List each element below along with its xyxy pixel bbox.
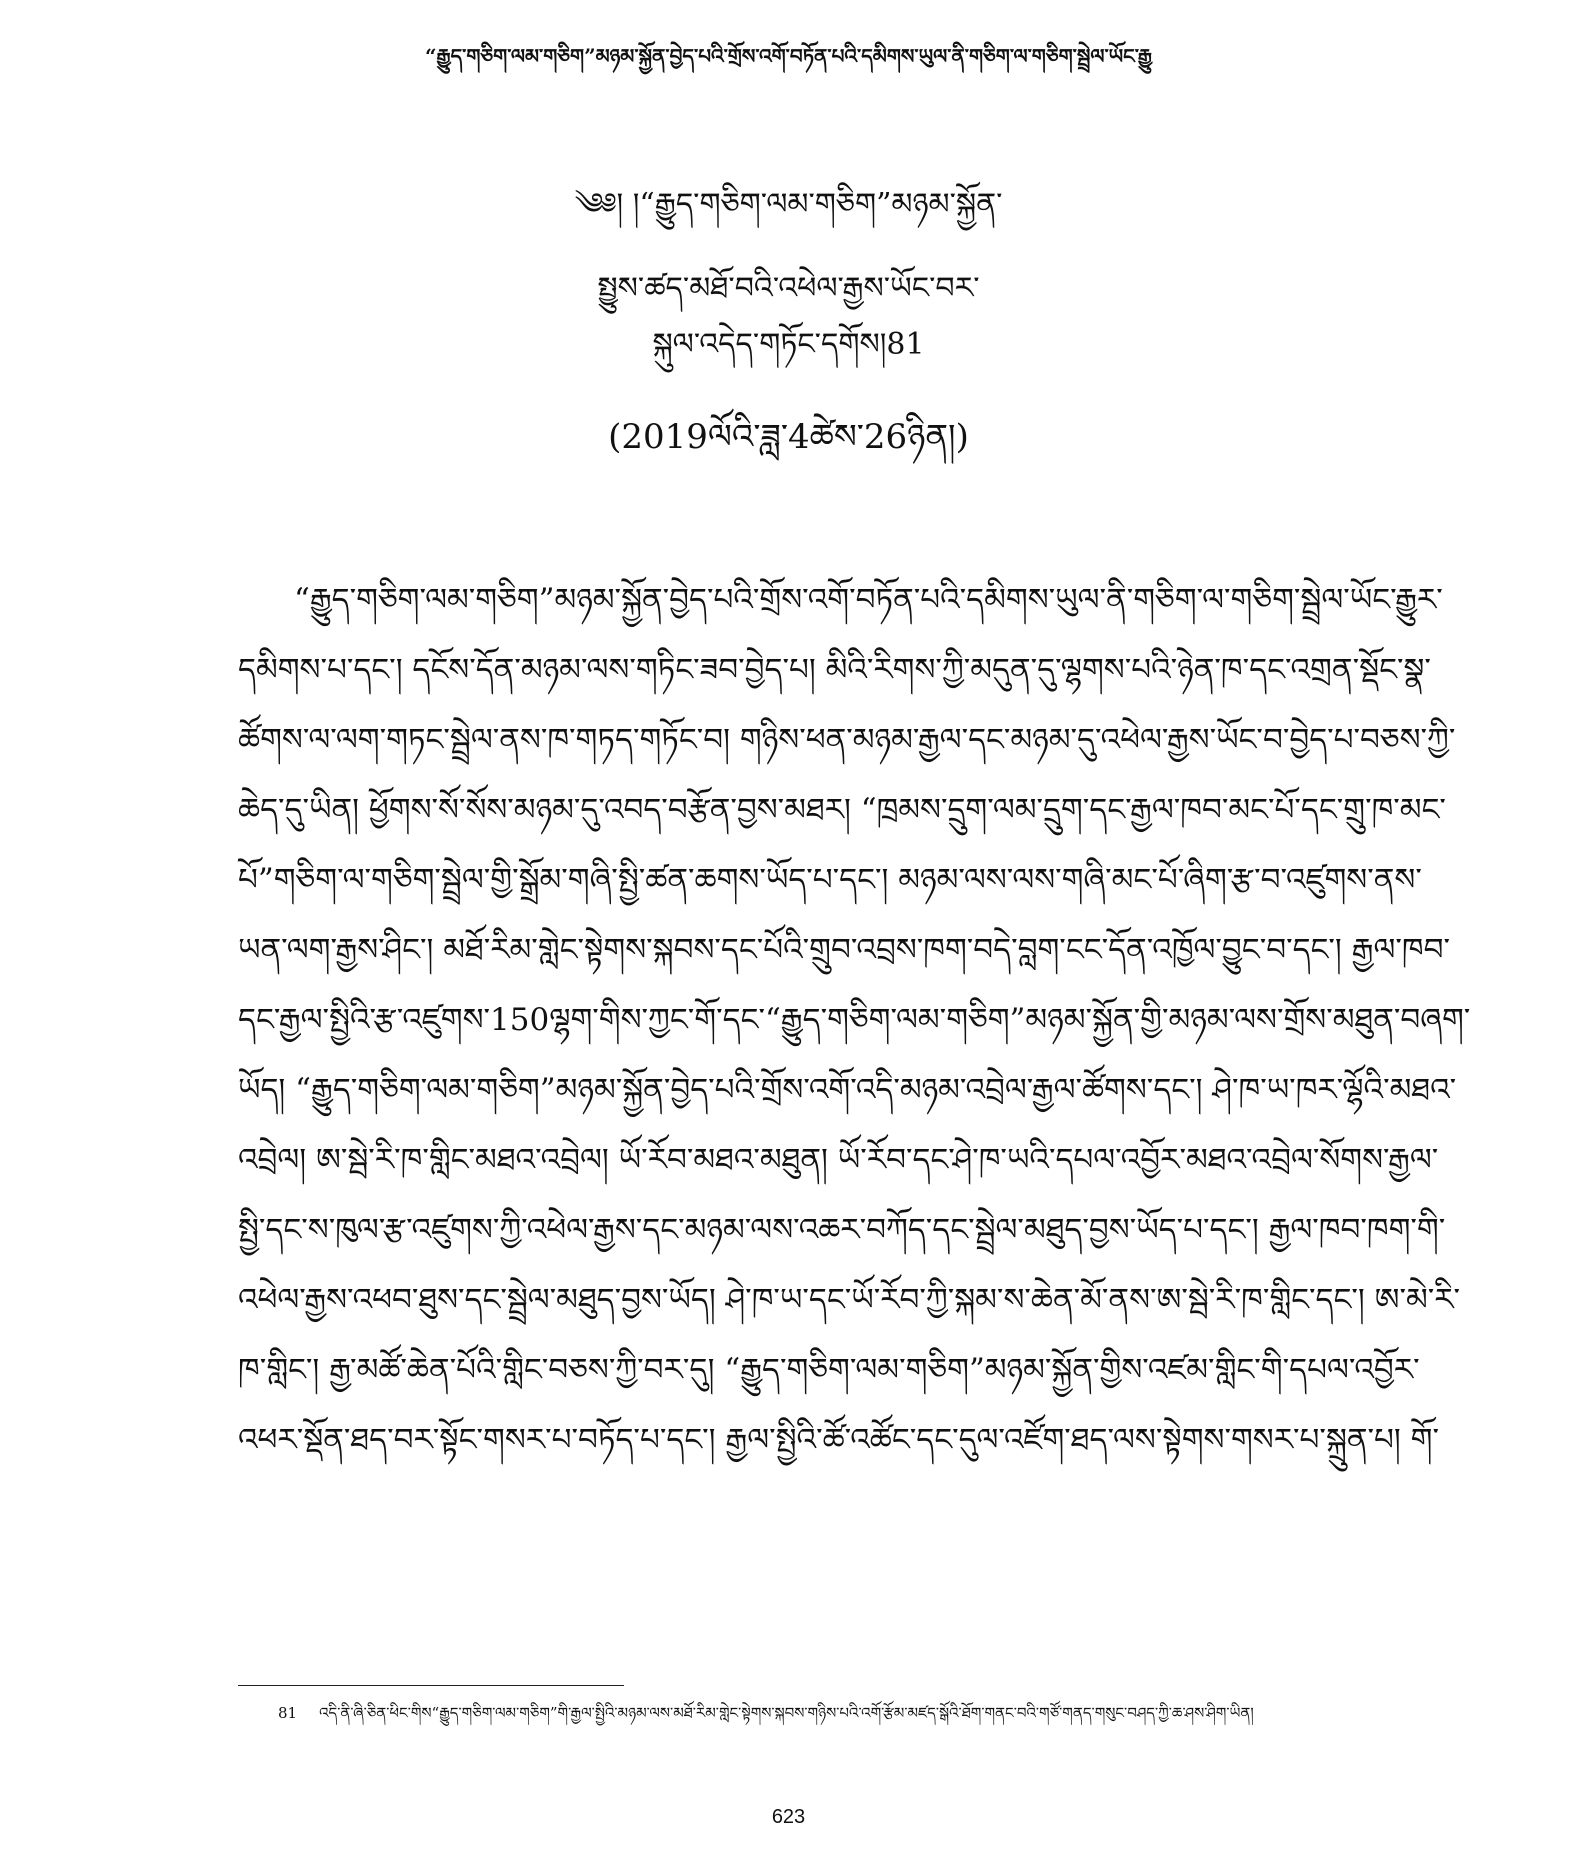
- document-date: (2019ལོའི་ཟླ་4ཚེས་26ཉིན།): [608, 417, 969, 457]
- body-text: [238, 565, 1471, 1475]
- body-line: འཕར་སྡོན་ཐད་བར་སྟོང་གསར་པ་བཏོད་པ་དང་། རྒྱལ་སྤྱིའི་ཚོ་འཚོང་དང་དུལ་འཛོག་ཐད་ལས་སྟེགས་གསར་པ་སྐྲུན་པ། གོ་: [238, 1422, 1439, 1458]
- body-line: ཡོད། “རྒྱུད་གཅིག་ལམ་གཅིག”མཉམ་སྐྱོན་བྱེད་པའི་གྲོས་འགོ་འདི་མཉམ་འབྲེལ་རྒྱལ་ཚོགས་དང་། ཤེ་ཁ་ཡ་ཁར་ལྷོའི་མཐའ་: [238, 1072, 1457, 1108]
- page-number: 623: [771, 1806, 806, 1828]
- footnote-divider: [238, 1685, 624, 1686]
- body-line: འབྲེལ། ཨ་སྦེ་རི་ཁ་གླིང་མཐའ་འབྲེལ། ཡོ་རོབ་མཐའ་མཐུན། ཡོ་རོབ་དང་ཤེ་ཁ་ཡའི་དཔལ་འབྱོར་མཐའ་འབྲེལ་སོགས་རྒྱལ་: [238, 1142, 1439, 1178]
- body-line: པོ”གཅིག་ལ་གཅིག་སྦྲེལ་གྱི་སྒྲོམ་གཞི་སྤྱི་ཚན་ཆགས་ཡོད་པ་དང་། མཉམ་ལས་ལས་གཞི་མང་པོ་ཞིག་རྩ་བ་འཛུགས་ནས་: [238, 862, 1422, 898]
- running-header: “རྒྱུད་གཅིག་ལམ་གཅིག”མཉམ་སྐྱོན་བྱེད་པའི་གྲོས་འགོ་བཏོན་པའི་དམིགས་ཡུལ་ནི་གཅིག་ལ་གཅིག་སྦྲེལ་ཡོང་རྒྱུ: [424, 44, 1152, 68]
- body-line: “རྒྱུད་གཅིག་ལམ་གཅིག”མཉམ་སྐྱོན་བྱེད་པའི་གྲོས་འགོ་བཏོན་པའི་དམིགས་ཡུལ་ནི་གཅིག་ལ་གཅིག་སྦྲེལ་ཡོང་རྒྱུར་: [294, 582, 1443, 618]
- footnote: [278, 1700, 1340, 1726]
- body-line: ཆེད་དུ་ཡིན། ཕྱོགས་སོ་སོས་མཉམ་དུ་འབད་བརྩོན་བྱས་མཐར། “ཁྲམས་དྲུག་ལམ་དྲུག་དང་རྒྱལ་ཁབ་མང་པོ་དང་གྲུ་ཁ་མང་: [238, 792, 1446, 828]
- document-title: ༄༅། །“རྒྱུད་གཅིག་ལམ་གཅིག”མཉམ་སྐྱོན་: [574, 187, 1003, 222]
- footnote-number: 81: [278, 1704, 298, 1722]
- body-line: ཁ་གླིང་། རྒྱ་མཚོ་ཆེན་པོའི་གླིང་བཅས་ཀྱི་བར་དུ། “རྒྱུད་གཅིག་ལམ་གཅིག”མཉམ་སྐྱོན་གྱིས་འཛམ་གླིང་གི་དཔལ་འབྱོར་: [238, 1352, 1420, 1388]
- body-line: ཡན་ལག་རྒྱས་ཤིང་། མཐོ་རིམ་གླེང་སྟེགས་སྐབས་དང་པོའི་གྲུབ་འབྲས་ཁག་བདེ་བླག་ངང་དོན་འཁྱོལ་བྱུང་བ་དང་། རྒྱལ་ཁབ་: [238, 932, 1450, 968]
- title-block: [0, 182, 1577, 460]
- footnote-text: འདི་ནི་ཞི་ཅིན་ཕིང་གིས“རྒྱུད་གཅིག་ལམ་གཅིག”གི་རྒྱལ་སྤྱིའི་མཉམ་ལས་མཐོ་རིམ་གླེང་སྟེགས་སྐབས་གཉིས་པའི་འགོ་རྩོམ་མཛད་སྒོའི་ཐོག་གནང་བའི་གཙོ་གནད་གསུང་བཤད་ཀྱི་ཆ་ཤས་ཤིག་ཡིན།: [319, 1704, 1254, 1722]
- body-line: དམིགས་པ་དང་། དངོས་དོན་མཉམ་ལས་གཏིང་ཟབ་བྱེད་པ། མིའི་རིགས་ཀྱི་མདུན་དུ་ལྷགས་པའི་ཉེན་ཁ་དང་འགྲན་སྡོང་སྣ་: [238, 652, 1431, 688]
- body-line: འཕེལ་རྒྱས་འཕབ་ཐུས་དང་སྦྲེལ་མཐུད་བྱས་ཡོད། ཤེ་ཁ་ཡ་དང་ཡོ་རོབ་ཀྱི་སྐམ་ས་ཆེན་མོ་ནས་ཨ་སྦེ་རི་ཁ་གླིང་དང་། ཨ་མེ་རི་: [238, 1282, 1461, 1318]
- body-line: སྤྱི་དང་ས་ཁུལ་རྩ་འཛུགས་ཀྱི་འཕེལ་རྒྱས་དང་མཉམ་ལས་འཆར་བཀོད་དང་སྦྲེལ་མཐུད་བྱས་ཡོད་པ་དང་། རྒྱལ་ཁབ་ཁག་གི་: [238, 1212, 1446, 1248]
- body-line: ཚོགས་ལ་ལག་གཏང་སྦྲེལ་ནས་ཁ་གཏད་གཏོང་བ། གཉིས་ཕན་མཉམ་རྒྱལ་དང་མཉམ་དུ་འཕེལ་རྒྱས་ཡོང་བ་བྱེད་པ་བཅས་ཀྱི་: [238, 722, 1456, 758]
- document-subtitle-line-2: སྐུལ་འདེད་གཏོང་དགོས།81: [652, 327, 925, 362]
- document-subtitle-line-1: སྤྱུས་ཚད་མཐོ་བའི་འཕེལ་རྒྱས་ཡོང་བར་: [597, 271, 980, 306]
- body-line: དང་རྒྱལ་སྤྱིའི་རྩ་འཛུགས་150ལྷག་གིས་ཀྱང་གོ་དང་“རྒྱུད་གཅིག་ལམ་གཅིག”མཉམ་སྐྱོན་གྱི་མཉམ་ལས་གྲོས་མཐུན་བཞག་: [238, 1002, 1471, 1038]
